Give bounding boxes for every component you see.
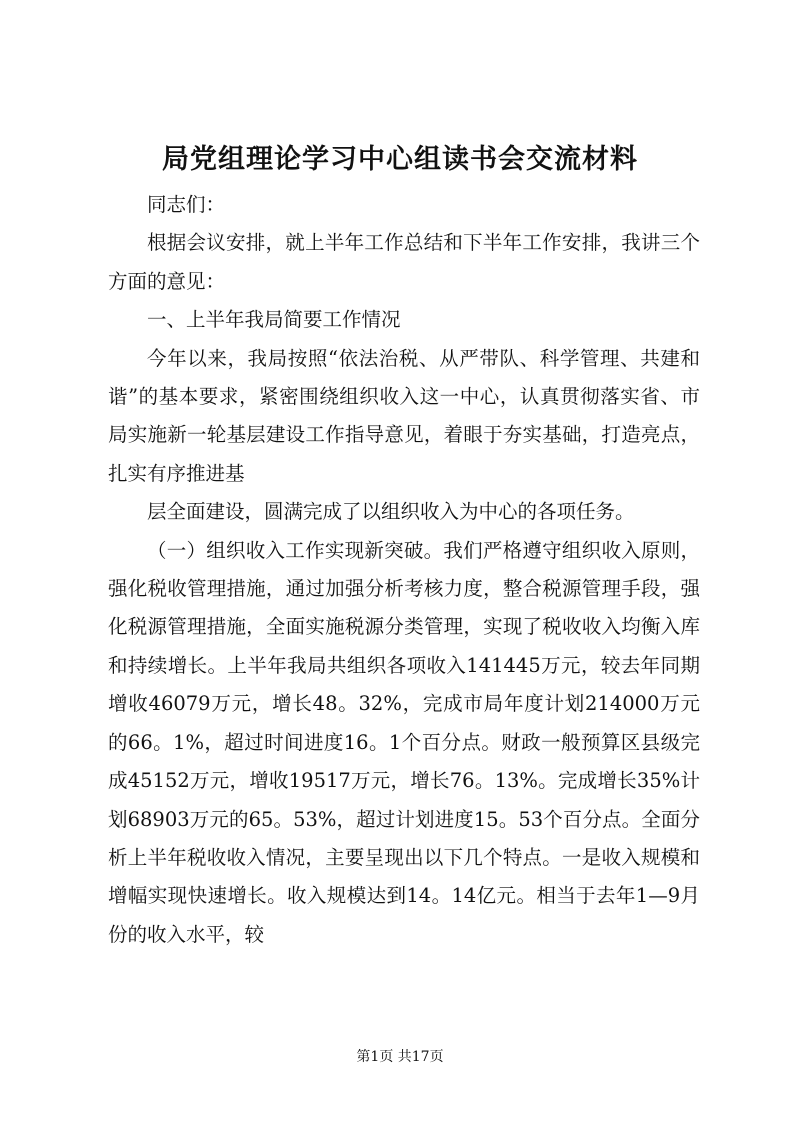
page-footer: 第1页 共17页 bbox=[356, 1049, 444, 1065]
document-title: 局党组理论学习中心组读书会交流材料 bbox=[162, 144, 638, 175]
body-paragraph: （一）组织收入工作实现新突破。我们严格遵守组织收入原则，强化税收管理措施，通过加强分析考核力度，整合税源管理手段，强化税源管理措施，全面实施税源分类管理，实现了税收收入均衡入库和持续增长。上半年我局共组织各项收入141445万元，较去年同期增收46079万元，增长48。32%，完成市局年度计划214000万元的66。1%，超过时间进度16。1个百分点。财政一般预算区县级完成45152万元，增收19517万元，增长76。13%。完成增长35%计划68903万元的65。53%，超过计划进度15。53个百分点。全面分析上半年税收收入情况，主要呈现出以下几个特点。一是收入规模和增幅实现快速增长。收入规模达到14。14亿元。相当于去年1—9月份的收入水平，较 bbox=[108, 538, 700, 946]
salutation-paragraph: 同志们： bbox=[147, 193, 226, 216]
body-paragraph: 层全面建设，圆满完成了以组织收入为中心的各项任务。 bbox=[147, 500, 635, 524]
intro-paragraph: 根据会议安排，就上半年工作总结和下半年工作安排，我讲三个方面的意见： bbox=[108, 231, 700, 293]
document-body bbox=[108, 186, 700, 954]
body-paragraph: 今年以来，我局按照“依法治税、从严带队、科学管理、共建和谐”的基本要求，紧密围绕组织收入这一中心，认真贯彻落实省、市局实施新一轮基层建设工作指导意见，着眼于夯实基础，打造亮点，扎实有序推进基 bbox=[108, 346, 700, 485]
section-heading: 一、上半年我局简要工作情况 bbox=[147, 308, 401, 332]
